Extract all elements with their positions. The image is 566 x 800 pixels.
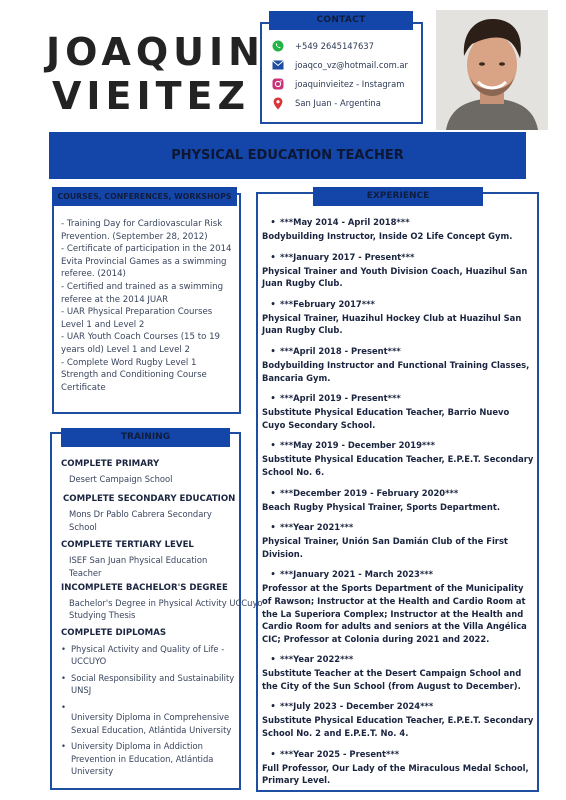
candidate-name: [46, 30, 265, 118]
experience-heading: EXPERIENCE: [313, 187, 483, 206]
contact-instagram: [272, 76, 404, 92]
experience-desc: Substitute Physical Education Teacher, E.P.E.T. Secondary School No. 2 and E.P.E.T. No. 4.: [262, 715, 534, 739]
diploma-text: Social Responsibility and Sustainability UNSJ: [71, 672, 235, 696]
course-item: - Complete Word Rugby Level 1 Strength and Conditioning Course Certificate: [61, 357, 207, 393]
experience-desc: Substitute Physical Education Teacher, Barrio Nuevo Cuyo Secondary School.: [262, 407, 510, 430]
diploma-text: University Diploma in Addiction Prevention in Education, Atlántida University: [71, 741, 214, 777]
course-item: - UAR Youth Coach Courses (15 to 19 years old) Level 1 and Level 2: [61, 332, 221, 355]
mail-icon: [272, 59, 284, 71]
profile-photo: [436, 10, 548, 130]
location-pin-icon: [272, 97, 284, 109]
bachelor-school: Bachelor's Degree in Physical Activity UCCuyo Studying Thesis: [69, 598, 263, 621]
experience-desc: Physical Trainer, Unión San Damián Club of the First Division.: [262, 536, 508, 559]
experience-date: ***April 2019 - Present***: [280, 393, 401, 404]
contact-heading: CONTACT: [269, 11, 413, 30]
experience-desc: Bodybuilding Instructor and Functional Training Classes, Bancaria Gym.: [262, 359, 530, 383]
experience-item: • ***Year 2021*** Physical Trainer, Unión San Damián Club of the First Division.: [262, 522, 534, 560]
experience-desc: Bodybuilding Instructor, Inside O2 Life Concept Gym.: [262, 231, 513, 241]
experience-desc: Professor at the Sports Department of the Municipality of Rawson; Instructor at the Health and Cardio Room at the La Superiora Complex; Instructor at the Health and Cardio Room for adults and seniors at the Villa Angélica CIC; Professor at Colonia during 2021 and 2022.: [262, 583, 527, 644]
tertiary-school: ISEF San Juan Physical Education Teacher: [69, 555, 208, 578]
experience-item: • ***May 2014 - April 2018*** Bodybuilding Instructor, Inside O2 Life Concept Gym.: [262, 217, 534, 243]
instagram-icon: [272, 78, 284, 90]
experience-date: ***Year 2025 - Present***: [280, 748, 400, 759]
diploma-text: Physical Activity and Quality of Life - UCCUYO: [71, 643, 225, 667]
phone-text[interactable]: +549 2645147637: [295, 41, 374, 51]
diploma-item: • University Diploma in Comprehensive Sexual Education, Atlántida University: [61, 701, 239, 736]
experience-item: • ***April 2019 - Present*** Substitute Physical Education Teacher, Barrio Nuevo Cuyo Secondary School.: [262, 393, 534, 431]
experience-date: ***Year 2021***: [280, 522, 354, 533]
experience-date: ***July 2023 - December 2024***: [280, 701, 434, 712]
experience-item: • ***July 2023 - December 2024*** Substitute Physical Education Teacher, E.P.E.T. Secondary School No. 2 and E.P.E.T. No. 4.: [262, 701, 534, 739]
experience-item: • ***December 2019 - February 2020*** Beach Rugby Physical Trainer, Sports Department.: [262, 488, 534, 514]
job-title: PHYSICAL EDUCATION TEACHER: [171, 148, 404, 163]
experience-date: ***Year 2022***: [280, 654, 354, 665]
diplomas-level: COMPLETE DIPLOMAS: [61, 627, 167, 638]
courses-list: [61, 218, 236, 394]
course-item: - UAR Physical Preparation Courses Level 1 and Level 2: [61, 307, 213, 330]
diploma-item: • Physical Activity and Quality of Life - UCCUYO: [61, 643, 239, 668]
primary-school: Desert Campaign School: [69, 474, 173, 484]
experience-date: ***May 2019 - December 2019***: [280, 440, 436, 451]
experience-date: ***December 2019 - February 2020***: [280, 487, 459, 498]
training-list: [61, 458, 263, 778]
course-item: - Certified and trained as a swimming referee at the 2014 JUAR: [61, 281, 224, 305]
diploma-text: University Diploma in Comprehensive Sexual Education, Atlántida University: [71, 712, 232, 735]
experience-date: ***January 2017 - Present***: [280, 251, 415, 262]
diploma-item: • Social Responsibility and Sustainability UNSJ: [61, 672, 239, 697]
whatsapp-icon: [272, 40, 284, 52]
email-text[interactable]: joaqco_vz@hotmail.com.ar: [295, 60, 408, 70]
instagram-text[interactable]: joaquinvieitez - Instagram: [295, 79, 405, 89]
experience-item: • ***January 2021 - March 2023*** Professor at the Sports Department of the Municipality of Rawson; Instructor at the Health and Cardio Room at the La Superiora Complex; Instructor at the Health and Cardio Room for adults and seniors at the Villa Angélica CIC; Professor at Colonia during 2021 and 2022.: [262, 569, 534, 645]
contact-email: [272, 57, 408, 73]
experience-list: [262, 217, 534, 787]
experience-date: ***January 2021 - March 2023***: [280, 569, 434, 580]
job-title-banner: [49, 132, 526, 179]
experience-date: ***April 2018 - Present***: [280, 345, 401, 356]
experience-item: • ***Year 2022*** Substitute Teacher at the Desert Campaign School and the City of the Sun School (from August to December).: [262, 654, 534, 692]
experience-item: • ***April 2018 - Present*** Bodybuilding Instructor and Functional Training Classes, Bancaria Gym.: [262, 346, 534, 384]
experience-desc: Physical Trainer, Huazihul Hockey Club at Huazihul San Juan Rugby Club.: [262, 312, 522, 336]
location-text: San Juan - Argentina: [295, 98, 381, 108]
experience-item: • ***Year 2025 - Present*** Full Professor, Our Lady of the Miraculous Medal School, Primary Level.: [262, 749, 534, 787]
training-heading: TRAINING: [61, 428, 230, 447]
experience-desc: Substitute Teacher at the Desert Campaign School and the City of the Sun School (from August to December).: [262, 668, 522, 691]
diploma-item: • University Diploma in Addiction Prevention in Education, Atlántida University: [61, 740, 239, 777]
experience-item: • ***May 2019 - December 2019*** Substitute Physical Education Teacher, E.P.E.T. Secondary School No. 6.: [262, 440, 534, 477]
experience-item: • ***February 2017*** Physical Trainer, Huazihul Hockey Club at Huazihul San Juan Rugby Club.: [262, 299, 534, 337]
experience-desc: Beach Rugby Physical Trainer, Sports Department.: [262, 501, 501, 512]
secondary-school: Mons Dr Pablo Cabrera Secondary School: [69, 509, 212, 532]
experience-desc: Substitute Physical Education Teacher, E.P.E.T. Secondary School No. 6.: [262, 454, 534, 477]
last-name: VIEITEZ: [51, 74, 251, 118]
experience-desc: Full Professor, Our Lady of the Miraculous Medal School, Primary Level.: [262, 762, 529, 786]
experience-date: ***February 2017***: [280, 298, 375, 309]
first-name: JOAQUIN: [46, 30, 265, 74]
course-item: - Training Day for Cardiovascular Risk Prevention. (September 28, 2012): [61, 219, 223, 242]
contact-location: [272, 95, 381, 111]
bachelor-level: INCOMPLETE BACHELOR'S DEGREE: [61, 583, 228, 594]
primary-level: COMPLETE PRIMARY: [61, 459, 160, 469]
course-item: - Certificate of participation in the 2014 Evita Provincial Games as a swimming referee. (2014): [61, 244, 232, 280]
contact-phone: [272, 38, 374, 54]
experience-item: • ***January 2017 - Present*** Physical Trainer and Youth Division Coach, Huazihul San Juan Rugby Club.: [262, 252, 534, 290]
tertiary-level: COMPLETE TERTIARY LEVEL: [61, 540, 194, 551]
courses-heading: COURSES, CONFERENCES, WORKSHOPS: [52, 187, 237, 206]
secondary-level: COMPLETE SECONDARY EDUCATION: [63, 494, 236, 505]
experience-desc: Physical Trainer and Youth Division Coach, Huazihul San Juan Rugby Club.: [262, 265, 528, 289]
experience-date: ***May 2014 - April 2018***: [280, 217, 410, 227]
